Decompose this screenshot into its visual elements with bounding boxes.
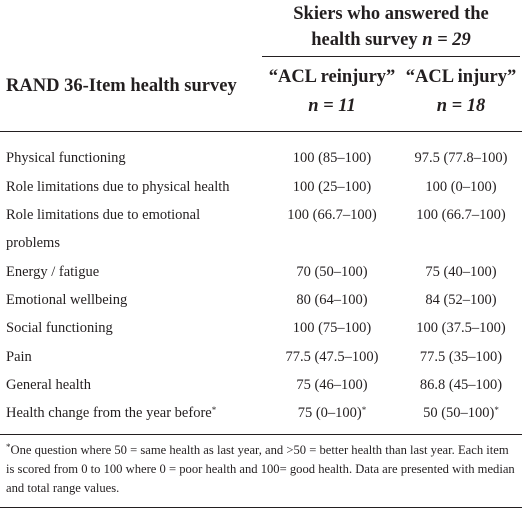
footnote-marker: *: [6, 442, 11, 452]
col2-header: “ACL injury”: [405, 67, 517, 87]
footnote-text: One question where 50 = same health as last year, and >50 = better health than last year. Each item is scored from 0 to 100 where 0 = poor health and 100= good health. Data are presented with median and total range values.: [6, 443, 515, 495]
footer-divider: [0, 434, 522, 435]
col1-n: n = 11: [308, 96, 356, 116]
group-title-line2: health survey n = 29: [311, 30, 471, 50]
row-label-with-marker: Health change from the year before*: [6, 405, 217, 421]
group-title-line1: Skiers who answered the: [293, 4, 489, 24]
footnote-marker: *: [211, 405, 217, 415]
header-divider: [0, 131, 522, 132]
group-divider: [262, 56, 520, 57]
col2-n: n = 18: [436, 96, 486, 116]
footnote: [6, 441, 518, 498]
row-value-with-marker: 75 (0–100)*: [297, 405, 367, 421]
group-title: [262, 1, 520, 53]
results-table: Skiers who answered the health survey n = 29 RAND 36-Item health survey “ACL reinjury” “ACL injury” n = 11 n = 18 Physical functioning 100 (85–100) 97.5 (77.8–100) Role limitations due to physical health 100 (25–100) 100 (0–100) Role limitations due to emotional 100 (66.7–100) 100 (66.7–100) problems Energy / fatigue 70 (50–100) 75 (40–100) Emotional wellbeing 80 (64–100) 84 (52–100) Social functioning 100 (75–100) 100 (37.5–100) Pain 77.5 (47.5–100) 77.5 (35–100) General health 75 (46–100) 86.8 (45–100) Health change from the year before* 75 (0–100)* 50 (50–100)* *One question where 50 = same health as last year, and >50 = better health than last year. Each item is scored from 0 to 100 where 0 = poor health and 100= good health. Data are presented with median and total range values.: [0, 0, 522, 508]
survey-label: RAND 36-Item health survey: [6, 76, 237, 96]
row-value-with-marker: 50 (50–100)*: [423, 405, 499, 421]
col1-header: “ACL reinjury”: [268, 67, 396, 87]
